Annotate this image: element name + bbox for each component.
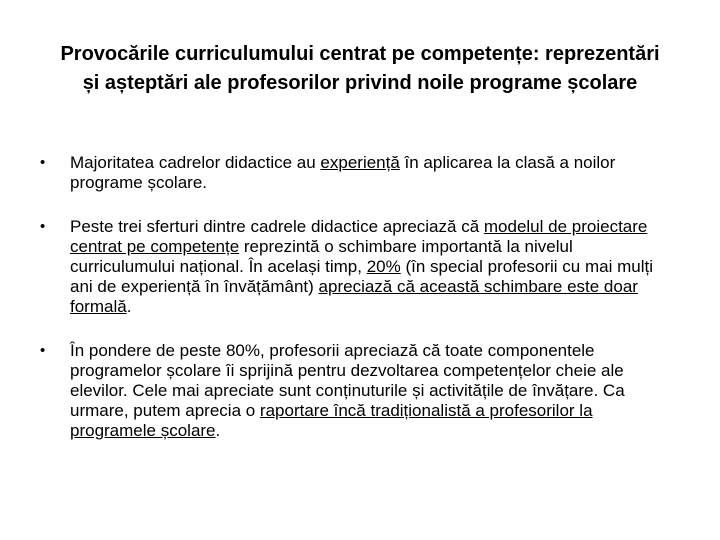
bullet-text: reprezintă o schimbare importantă la nivelul curriculumului național. În același timp, — [70, 237, 573, 276]
bullet-dot-icon: • — [40, 218, 46, 235]
bullet-text: Majoritatea cadrelor didactice au — [70, 153, 321, 172]
bullet-dot-icon: • — [40, 342, 46, 359]
bullet-item-experience — [40, 153, 680, 193]
bullet-dot-icon: • — [40, 154, 46, 171]
bullet-text: în aplicarea la clasă a noilor programe școlare. — [70, 153, 616, 192]
underlined-phrase: modelul de proiectare centrat pe competențe — [70, 217, 648, 256]
bullet-text: . — [215, 421, 221, 440]
title-line-2: și așteptări ale profesorilor privind noile programe școlare — [82, 72, 638, 94]
bullet-item-competence-model — [40, 217, 680, 317]
underlined-percent: 20% — [366, 257, 401, 276]
bullet-text: În pondere de peste 80%, profesorii apreciază că toate componentele programelor școlare îi sprijină pentru dezvoltarea competențelor cheie ale elevilor. Cele mai apreciate sunt conținuturile și activitățile de învățare. Ca urmare, putem aprecia o — [70, 341, 625, 420]
bullet-text: . — [126, 297, 132, 316]
title-line-1: Provocările curriculumului centrat pe competențe: reprezentări — [60, 43, 660, 65]
bullet-text: (în special profesorii cu mai mulți ani de experiență în învățământ) — [70, 257, 653, 296]
bullet-list — [40, 153, 680, 441]
underlined-phrase: apreciază că această schimbare este doar formală — [70, 277, 638, 316]
slide-title — [30, 40, 690, 98]
underlined-phrase: experiență — [320, 153, 400, 172]
bullet-text: Peste trei sferturi dintre cadrele didactice apreciază că — [70, 217, 484, 236]
underlined-phrase: raportare încă tradiționalistă a profesorilor la programele școlare — [70, 401, 593, 440]
bullet-item-programme-components — [40, 341, 680, 441]
